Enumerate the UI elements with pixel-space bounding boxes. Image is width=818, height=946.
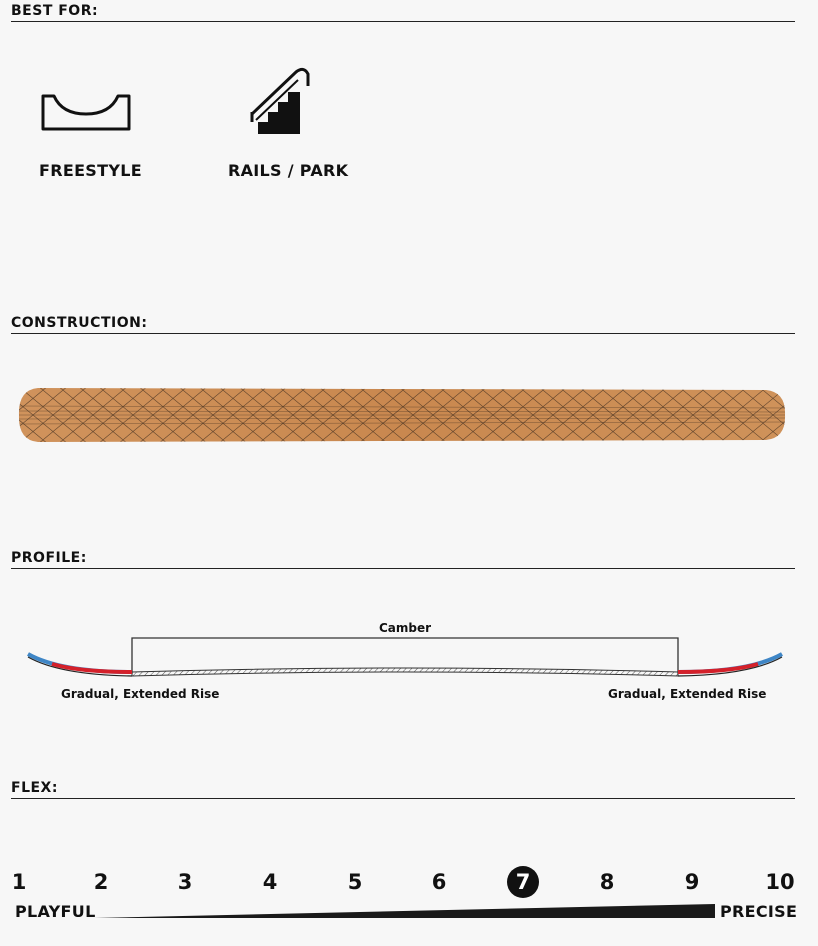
flex-min-label: PLAYFUL	[15, 902, 96, 921]
flex-value-1: 1	[11, 870, 27, 894]
flex-value-6: 6	[431, 870, 447, 894]
best-for-label: RAILS / PARK	[228, 161, 349, 180]
flex-wedge	[94, 903, 716, 919]
best-for-heading: BEST FOR:	[11, 4, 795, 22]
flex-value-2: 2	[93, 870, 109, 894]
right-rise-label: Gradual, Extended Rise	[608, 687, 767, 701]
flex-heading: FLEX:	[11, 781, 795, 799]
halfpipe-icon	[40, 90, 132, 132]
flex-value-8: 8	[599, 870, 615, 894]
camber-label: Camber	[379, 621, 432, 635]
flex-value-9: 9	[684, 870, 700, 894]
left-rise-label: Gradual, Extended Rise	[61, 687, 220, 701]
profile-diagram	[20, 630, 790, 685]
flex-value-4: 4	[262, 870, 278, 894]
profile-heading: PROFILE:	[11, 551, 795, 569]
board-construction-illustration	[18, 386, 786, 444]
flex-value-3: 3	[177, 870, 193, 894]
flex-value-10: 10	[765, 870, 795, 894]
flex-value-7-selected: 7	[507, 866, 539, 898]
best-for-label: FREESTYLE	[39, 161, 142, 180]
flex-max-label: PRECISE	[720, 902, 798, 921]
stairs-rail-icon	[248, 66, 314, 136]
flex-value-5: 5	[347, 870, 363, 894]
construction-heading: CONSTRUCTION:	[11, 316, 795, 334]
